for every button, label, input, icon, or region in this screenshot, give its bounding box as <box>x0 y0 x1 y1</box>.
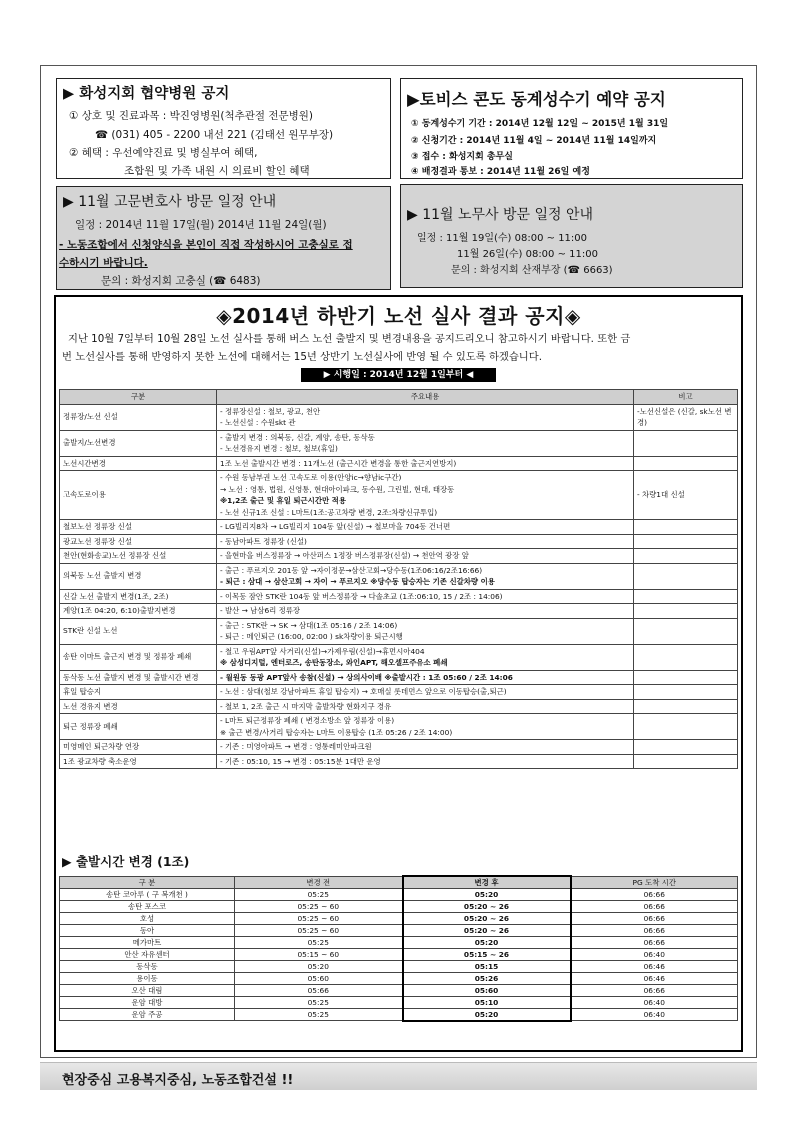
row-note <box>634 740 738 755</box>
time-before: 05:20 <box>235 961 403 973</box>
table-row <box>60 604 738 619</box>
table-row <box>60 1009 738 1021</box>
row-note <box>634 430 738 456</box>
row-note <box>634 520 738 535</box>
condo-notice-title: ▶토비스 콘도 동계성수기 예약 공지 <box>407 90 666 109</box>
stop-name: 송탄 코아루 ( 구 복개천 ) <box>60 889 235 901</box>
table-row <box>60 549 738 564</box>
lawyer-visit-title: ▶ 11월 고문변호사 방문 일정 안내 <box>63 194 277 210</box>
row-category: 미영메인 퇴근차량 연장 <box>60 740 217 755</box>
row-category: 노선시간변경 <box>60 456 217 471</box>
labor-attorney-schedule-2: 11월 26일(수) 08:00 ~ 11:00 <box>457 249 598 260</box>
time-after: 05:15 ~ 26 <box>403 949 571 961</box>
table-row <box>60 589 738 604</box>
time-after: 05:20 ~ 26 <box>403 925 571 937</box>
row-details <box>217 618 634 644</box>
table-row <box>60 563 738 589</box>
arrival-time: 06:46 <box>571 961 738 973</box>
row-details <box>217 404 634 430</box>
arrival-time: 06:46 <box>571 973 738 985</box>
arrival-time: 06:40 <box>571 1009 738 1021</box>
table-row <box>60 740 738 755</box>
row-category: 의북동 노선 출발지 변경 <box>60 563 217 589</box>
time-after: 05:10 <box>403 997 571 1009</box>
row-category: 1조 광교차량 축소운영 <box>60 754 217 769</box>
arrival-time: 06:66 <box>571 925 738 937</box>
row-note <box>634 754 738 769</box>
row-details <box>217 670 634 685</box>
condo-line: ③ 접수 : 화성지회 총무실 <box>411 152 513 162</box>
row-details <box>217 714 634 740</box>
row-note <box>634 456 738 471</box>
footer-slogan: 현장중심 고용복지중심, 노동조합건설 !! <box>62 1073 294 1088</box>
row-detail-line: - 기존 : 05:10, 15 → 변경 : 05:15분 1대만 운영 <box>220 756 381 766</box>
table-row <box>60 404 738 430</box>
stop-name: 송탄 포스코 <box>60 901 235 913</box>
time-after: 05:20 <box>403 889 571 901</box>
hospital-line: ① 상호 및 진료과목 : 박진영병원(척추관절 전문병원) <box>69 110 314 122</box>
time-after: 05:20 ~ 26 <box>403 913 571 925</box>
stop-name: 용이동 <box>60 973 235 985</box>
table-header: 비고 <box>634 390 738 405</box>
table-row <box>60 670 738 685</box>
condo-line: ② 신청기간 : 2014년 11월 4일 ~ 2014년 11월 14일까지 <box>411 136 657 146</box>
table-row <box>60 520 738 535</box>
condo-line: ① 동계성수기 기간 : 2014년 12월 12일 ~ 2015년 1월 31일 <box>411 119 669 129</box>
row-details <box>217 471 634 520</box>
row-details <box>217 604 634 619</box>
row-note <box>634 685 738 700</box>
table-row <box>60 430 738 456</box>
time-before: 05:25 <box>235 997 403 1009</box>
row-detail-line: - 퇴근 : 삼대 → 삼산고회 → 자이 → 푸르지오 ※당수동 탑승자는 기존 신갈차량 이용 <box>220 577 495 586</box>
hospital-line: ☎ (031) 405 - 2200 내선 221 (김태선 원무부장) <box>95 129 334 141</box>
table-row <box>60 685 738 700</box>
effective-date-banner: ▶ 시행일 : 2014년 12월 1일부터 ◀ <box>301 368 496 382</box>
table-row <box>60 471 738 520</box>
row-detail-line: - 수원 동남부권 노선 고속도로 이용(안양ic→향남ic구간) <box>220 473 402 482</box>
condo-line: ④ 배정결과 통보 : 2014년 11월 26일 예정 <box>411 167 590 177</box>
row-details <box>217 549 634 564</box>
arrival-time: 06:40 <box>571 997 738 1009</box>
stop-name: 안산 자유센터 <box>60 949 235 961</box>
arrival-time: 06:66 <box>571 985 738 997</box>
time-after: 05:15 <box>403 961 571 973</box>
row-category: 퇴근 정류장 폐쇄 <box>60 714 217 740</box>
table-row <box>60 714 738 740</box>
table-header: 주요내용 <box>217 390 634 405</box>
labor-attorney-title: ▶ 11월 노무사 방문 일정 안내 <box>407 207 594 223</box>
row-detail-line: - 기존 : 미영아파트 → 변경 : 영통레미안파크원 <box>220 742 372 751</box>
route-notice-box <box>54 295 743 1052</box>
row-note <box>634 534 738 549</box>
arrival-time: 06:66 <box>571 913 738 925</box>
footer-banner <box>40 1062 757 1090</box>
row-detail-line: - LG빌리지8차 → LG빌리지 104동 앞(신설) → 철보마을 704동 건너편 <box>220 522 451 531</box>
time-before: 05:15 ~ 60 <box>235 949 403 961</box>
row-note <box>634 644 738 670</box>
table-row <box>60 456 738 471</box>
row-detail-line: - 노선신설 : 수원skt 관 <box>220 418 296 427</box>
hospital-notice-box <box>56 78 391 179</box>
stop-name: 메가마트 <box>60 937 235 949</box>
time-table-header: PG 도착 시간 <box>571 876 738 889</box>
row-detail-line: - 노선경유지 변경 : 철보, 철보(휴일) <box>220 444 338 453</box>
row-detail-line: 1조 노선 출발시간 변경 : 11개노선 (출근시간 변경을 통한 출근지연방지) <box>220 458 457 468</box>
stop-name: 호성 <box>60 913 235 925</box>
row-detail-line: - L마트 퇴근정류장 폐쇄 ( 변경소방소 앞 정류장 이용) <box>220 716 395 725</box>
row-detail-line: ※ 삼성디지털, 엔터로즈, 송탄동장소, 와인APT, 해오셀프주유소 폐쇄 <box>220 658 448 667</box>
condo-notice-box <box>400 78 743 179</box>
table-row <box>60 618 738 644</box>
table-row <box>60 889 738 901</box>
row-note <box>634 589 738 604</box>
row-category: 출발지/노선변경 <box>60 430 217 456</box>
row-category: 송탄 이마트 출근지 변경 및 정류장 폐쇄 <box>60 644 217 670</box>
route-notice-intro-2: 번 노선실사를 통해 반영하지 못한 노선에 대해서는 15년 상반기 노선실사에 반영 될 수 있도록 하겠습니다. <box>62 351 542 363</box>
arrival-time: 06:66 <box>571 937 738 949</box>
row-detail-line: - 퇴근 : 메인퇴근 (16:00, 02:00 ) sk차량이용 퇴근시행 <box>220 632 403 641</box>
row-details <box>217 563 634 589</box>
table-row <box>60 913 738 925</box>
row-detail-line: ※1,2조 출근 및 휴일 퇴근시간만 적용 <box>220 496 346 505</box>
table-row <box>60 534 738 549</box>
lawyer-schedule: 일정 : 2014년 11월 17일(월) 2014년 11월 24일(월) <box>75 219 327 231</box>
row-category: 계양(1조 04:20, 6:10)출발지변경 <box>60 604 217 619</box>
row-note <box>634 549 738 564</box>
row-detail-line: - 발산 → 남삼6리 정류장 <box>220 606 301 615</box>
row-note <box>634 604 738 619</box>
row-category: 동삭동 노선 출발지 변경 및 출발시간 변경 <box>60 670 217 685</box>
row-details <box>217 430 634 456</box>
lawyer-visit-box <box>56 186 391 290</box>
row-detail-line: - 출근 : 푸르지오 201동 앞 →자이정문→삼산고회→당수동(1조06:16/2조16:66) <box>220 565 483 575</box>
row-detail-line: - 출발지 변경 : 의북동, 신갈, 계양, 송탄, 동삭동 <box>220 432 375 442</box>
row-category: 신갈 노선 출발지 변경(1조, 2조) <box>60 589 217 604</box>
row-detail-line: - 철보 1, 2조 출근 시 마지막 출발차량 현화지구 경유 <box>220 701 392 711</box>
route-notice-intro-1: 지난 10월 7일부터 10월 28일 노선 실사를 통해 버스 노선 출발지 및 변경내용을 공지드리오니 참고하시기 바랍니다. 또한 금 <box>68 333 631 345</box>
time-before: 05:25 ~ 60 <box>235 925 403 937</box>
hospital-line: 조합원 및 가족 내원 시 의료비 할인 혜택 <box>124 165 310 177</box>
lawyer-contact: 문의 : 화성지회 고충실 (☎ 6483) <box>101 275 261 287</box>
row-details <box>217 685 634 700</box>
time-before: 05:25 ~ 60 <box>235 901 403 913</box>
table-row <box>60 985 738 997</box>
time-before: 05:25 ~ 60 <box>235 913 403 925</box>
row-detail-line: - 노선 : 삼대(철보 강남아파트 휴일 탑승지) → 호매실 롯데먼스 앞으로 이동탑승(출,퇴근) <box>220 687 507 696</box>
row-note <box>634 714 738 740</box>
row-detail-line: - 노선 신규1조 신설 : L마트(1조:공고차량 변경, 2조:차량신규투입) <box>220 507 438 517</box>
row-details <box>217 740 634 755</box>
table-row <box>60 973 738 985</box>
lawyer-note-2: 수하시기 바랍니다. <box>59 257 148 269</box>
time-before: 05:66 <box>235 985 403 997</box>
lawyer-note-1: - 노동조합에서 신청양식을 본인이 직접 작성하시어 고충실로 접 <box>59 239 353 251</box>
time-before: 05:25 <box>235 937 403 949</box>
row-detail-line: → 노선 : 영통, 법원, 신영통, 현대아이파크, 동수원, 그린빌, 현대, 태장동 <box>220 484 455 494</box>
row-details <box>217 589 634 604</box>
row-details <box>217 534 634 549</box>
row-details <box>217 644 634 670</box>
time-after: 05:26 <box>403 973 571 985</box>
row-note <box>634 618 738 644</box>
row-detail-line: - 철고 우림APT앞 사거리(신설)→가제우림(신설)→휴먼시아404 <box>220 646 425 656</box>
table-row <box>60 699 738 714</box>
row-category: 천안(현화송교)노선 정류장 신설 <box>60 549 217 564</box>
route-notice-title: ◈2014년 하반기 노선 실사 결과 공지◈ <box>216 304 581 328</box>
time-table-header: 변경 후 <box>403 876 571 889</box>
route-change-table <box>59 389 738 769</box>
row-detail-line: - 동남아파트 정류장 (신설) <box>220 536 307 546</box>
row-detail-line: ※ 출근 변경/사거리 탑승자는 L마트 이용탑승 (1조 05:26 / 2조 14:00) <box>220 727 453 737</box>
table-row <box>60 997 738 1009</box>
row-category: 고속도로이용 <box>60 471 217 520</box>
row-details <box>217 520 634 535</box>
table-row <box>60 644 738 670</box>
row-category: 휴일 탑승지 <box>60 685 217 700</box>
stop-name: 운암 주공 <box>60 1009 235 1021</box>
row-details <box>217 699 634 714</box>
hospital-line: ② 혜택 : 우선예약진료 및 병실부여 혜택, <box>69 147 258 159</box>
row-category: 광교노선 정류장 신설 <box>60 534 217 549</box>
departure-time-table <box>59 875 738 1022</box>
time-before: 05:60 <box>235 973 403 985</box>
time-before: 05:25 <box>235 889 403 901</box>
hospital-notice-title: ▶ 화성지회 협약병원 공지 <box>63 86 230 102</box>
labor-attorney-schedule-1: 일정 : 11월 19일(수) 08:00 ~ 11:00 <box>417 233 588 244</box>
departure-time-title: ▶ 출발시간 변경 (1조) <box>62 854 190 869</box>
table-row <box>60 754 738 769</box>
row-category: STK란 신설 노선 <box>60 618 217 644</box>
table-row <box>60 961 738 973</box>
row-category: 노선 경유지 변경 <box>60 699 217 714</box>
table-row <box>60 925 738 937</box>
arrival-time: 06:66 <box>571 901 738 913</box>
row-details <box>217 456 634 471</box>
row-detail-line: - 정류장신설 : 철보, 광교, 천안 <box>220 406 321 416</box>
table-header: 구분 <box>60 390 217 405</box>
time-after: 05:60 <box>403 985 571 997</box>
time-after: 05:20 <box>403 937 571 949</box>
labor-attorney-box <box>400 184 743 288</box>
table-row <box>60 949 738 961</box>
row-detail-line: - 이목동 잠안 STK란 104동 앞 버스정류장 → 다솔초교 (1조:06:10, 15 / 2조 : 14:06) <box>220 591 503 601</box>
row-note: -노선신설은 (신갈, sk노선 변경) <box>634 404 738 430</box>
row-note <box>634 699 738 714</box>
table-row <box>60 901 738 913</box>
stop-name: 동삭동 <box>60 961 235 973</box>
time-table-header: 변경 전 <box>235 876 403 889</box>
time-table-header: 구 분 <box>60 876 235 889</box>
row-detail-line: - 출근 : STK란 → SK → 삼대(1조 05:16 / 2조 14:06) <box>220 620 398 630</box>
row-note <box>634 563 738 589</box>
row-details <box>217 754 634 769</box>
arrival-time: 06:66 <box>571 889 738 901</box>
arrival-time: 06:40 <box>571 949 738 961</box>
row-detail-line: - 월원동 동광 APT앞사 송참(신설) → 상의사이배 ※출발시간 : 1조 05:60 / 2조 14:06 <box>220 672 513 682</box>
row-note <box>634 670 738 685</box>
time-before: 05:25 <box>235 1009 403 1021</box>
stop-name: 오산 대림 <box>60 985 235 997</box>
row-category: 정류장/노선 신설 <box>60 404 217 430</box>
row-category: 철보노선 정류장 신설 <box>60 520 217 535</box>
table-row <box>60 937 738 949</box>
stop-name: 동아 <box>60 925 235 937</box>
time-after: 05:20 ~ 26 <box>403 901 571 913</box>
time-after: 05:20 <box>403 1009 571 1021</box>
row-note: - 차량1대 신설 <box>634 471 738 520</box>
labor-attorney-contact: 문의 : 화성지회 산재부장 (☎ 6663) <box>451 265 613 276</box>
stop-name: 운암 대방 <box>60 997 235 1009</box>
row-detail-line: - 을현마을 버스정류장 → 아산퍼스 1정장 버스정류장(신설) → 천안역 광장 앞 <box>220 551 469 560</box>
